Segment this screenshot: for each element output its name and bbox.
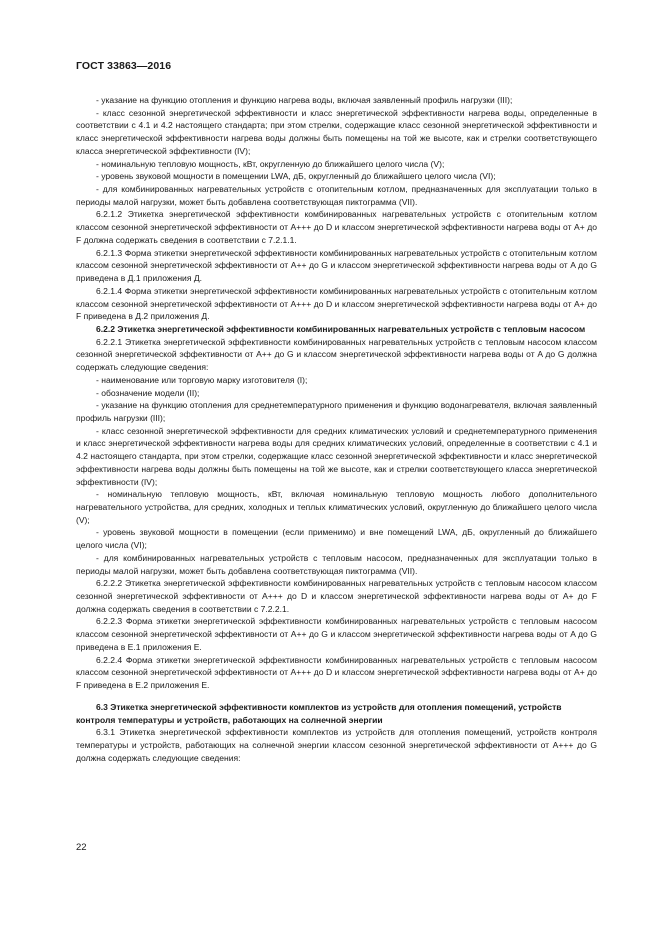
section-spacer	[76, 692, 597, 701]
list-item-heating-function: - указание на функцию отопления и функцию нагрева воды, включая заявленный профиль нагрузки (III);	[96, 95, 513, 105]
clause-6-2-2-1: 6.2.2.1 Этикетка энергетической эффективности комбинированных нагревательных устройств с тепловым насосом классом сезонной энергетической эффективности от A++ до G и классом энергетической эффективности нагрева воды от A до G должна содержать следующие сведения:	[76, 336, 597, 373]
list-item-function: - указание на функцию отопления для среднетемпературного применения и функцию водонагревателя, включая заявленный профиль нагрузки (III);	[76, 400, 597, 423]
clause-6-2-1-4: 6.2.1.4 Форма этикетки энергетической эффективности комбинированных нагревательных устройств с отопительным котлом классом сезонной энергетической эффективности от A+++ до D и классом энергетической эффективности нагрева воды от A+ до F приведена в Д.2 приложения Д.	[76, 285, 597, 322]
list-item-low-load-pictogram: - для комбинированных нагревательных устройств с отопительным котлом, предназначенных для эксплуатации только в периоды малой нагрузки, может быть добавлена соответствующая пиктограмма (VII).	[76, 184, 597, 207]
list-item-model: - обозначение модели (II);	[96, 387, 200, 398]
clause-6-2-1-2: 6.2.1.2 Этикетка энергетической эффективности комбинированных нагревательных устройств с отопительным котлом классом сезонной энергетической эффективности от A+++ до D и классом энергетической эффективности нагрева воды от A+ до F должна содержать сведения в соответствии с 7.2.1.1.	[76, 209, 597, 245]
page-number: 22	[76, 842, 87, 853]
list-item-sound-power: - уровень звуковой мощности в помещении LWA, дБ, округленный до ближайшего целого числа (VI);	[96, 171, 496, 182]
section-heading-6-2-2: 6.2.2 Этикетка энергетической эффективности комбинированных нагревательных устройств с тепловым насосом	[96, 323, 586, 334]
list-item-sound-power-hp: - уровень звуковой мощности в помещении (если применимо) и вне помещений LWA, дБ, округленный до ближайшего целого числа (VI);	[76, 527, 597, 551]
list-item-low-load-pictogram-hp: - для комбинированных нагревательных устройств с тепловым насосом, предназначенных для эксплуатации только в периоды малой нагрузки, может быть добавлена соответствующая пиктограмма (VII).	[76, 552, 597, 576]
list-item-manufacturer: - наименование или торговую марку изготовителя (I);	[96, 374, 308, 385]
list-item-efficiency-class: - класс сезонной энергетической эффективности и класс энергетической эффективности нагрева воды, определенные в соответствии с 4.1 и 4.2 настоящего стандарта; при этом стрелки, содержащие класс сезонной энергетической эффективности и класс энергетической эффективности нагрева воды должны быть помещены на той же высоте, как и стрелки соответствующего класса энергетической эффективности (IV);	[76, 107, 597, 156]
document-header: ГОСТ 33863—2016	[76, 60, 172, 72]
clause-6-2-2-4: 6.2.2.4 Форма этикетки энергетической эффективности комбинированных нагревательных устройств с тепловым насосом классом сезонной энергетической эффективности от A+++ до D и классом энергетической эффективности нагрева воды от A+ до F приведена в Е.2 приложения Е.	[76, 654, 597, 691]
clause-6-2-2-2: 6.2.2.2 Этикетка энергетической эффективности комбинированных нагревательных устройств с тепловым насосом классом сезонной энергетической эффективности от A+++ до D и классом энергетической эффективности нагрева воды от A+ до F должна содержать сведения в соответствии с 7.2.2.1.	[76, 578, 597, 614]
list-item-rated-output-hp: - номинальную тепловую мощность, кВт, включая номинальную тепловую мощность любого дополнительного нагревательного устройства, для средних, холодных и теплых климатических условий, округленную до ближайшего целого числа (V);	[76, 489, 597, 525]
list-item-rated-output: - номинальную тепловую мощность, кВт, округленную до ближайшего целого числа (V);	[96, 158, 445, 169]
list-item-climate-class: - класс сезонной энергетической эффективности для средних климатических условий и среднетемпературного применения и класс энергетической эффективности нагрева воды для средних климатических условий, определенные в соответствии с 4.1 и 4.2 настоящего стандарта, при этом стрелки, содержащие класс сезонной энергетической эффективности и класс энергетической эффективности нагрева воды должны быть помещены на той же высоте, как и стрелки соответствующего класса энергетической эффективности (IV);	[76, 425, 597, 487]
clause-6-2-1-3: 6.2.1.3 Форма этикетки энергетической эффективности комбинированных нагревательных устройств с отопительным котлом классом сезонной энергетической эффективности от A++ до G и классом энергетической эффективности нагрева воды от A до G приведена в Д.1 приложения Д.	[76, 247, 597, 284]
clause-6-3-1: 6.3.1 Этикетка энергетической эффективности комплектов из устройств для отопления помещений, устройств контроля температуры и устройств, работающих на солнечной энергии классом сезонной энергетической эффективности от A+++ до G должна содержать следующие сведения:	[76, 727, 597, 763]
section-heading-6-3: 6.3 Этикетка энергетической эффективности комплектов из устройств для отопления помещений, устройств контроля температуры и устройств, работающих на солнечной энергии	[76, 701, 562, 725]
clause-6-2-2-3: 6.2.2.3 Форма этикетки энергетической эффективности комбинированных нагревательных устройств с тепловым насосом классом сезонной энергетической эффективности от A++ до G и классом энергетической эффективности нагрева воды от A до G приведена в Е.1 приложения Е.	[76, 616, 597, 652]
document-body	[76, 94, 597, 764]
